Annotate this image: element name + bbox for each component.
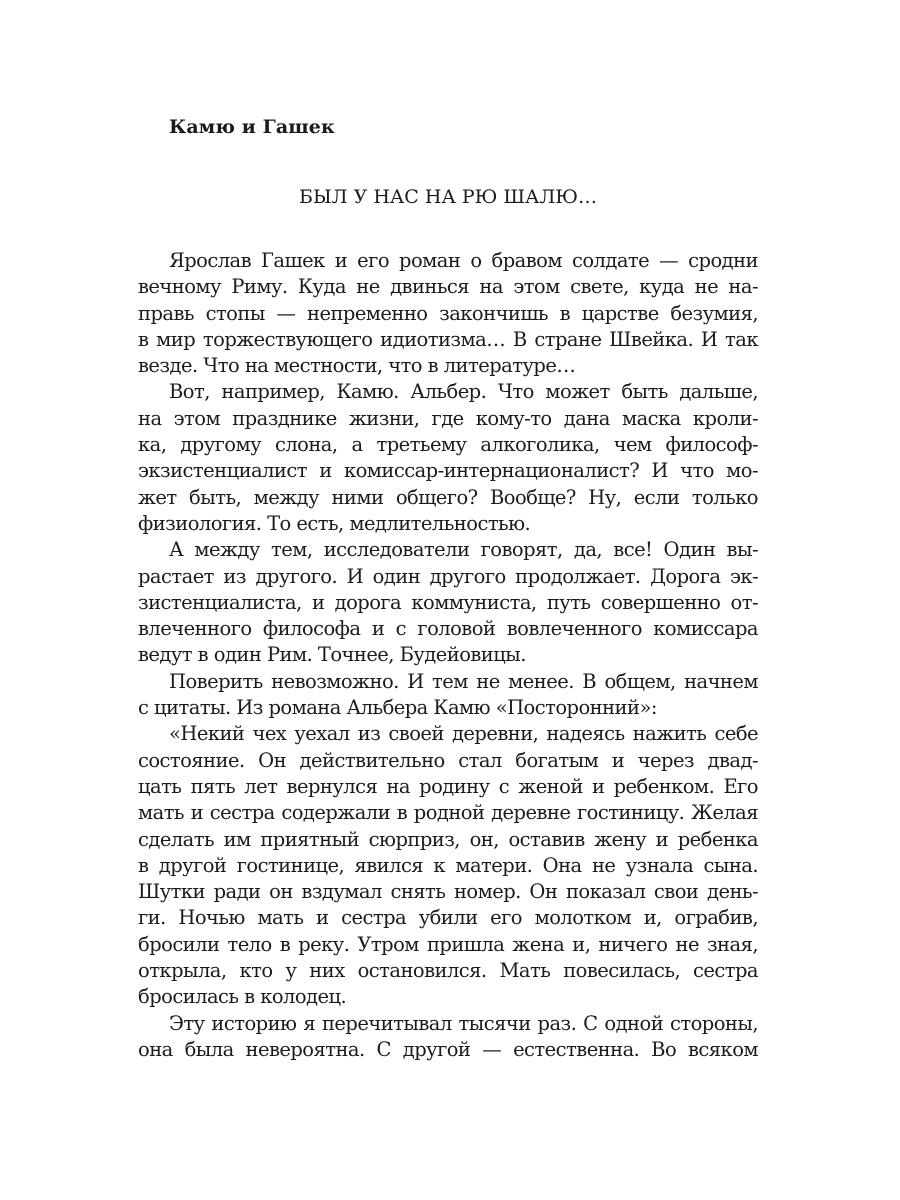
paragraph xyxy=(138,537,758,668)
text-line: физиология. То есть, медлительностью. xyxy=(138,511,531,535)
text-line: ка, другому слона, а третьему алкоголика, чем философ- xyxy=(138,433,758,457)
text-line: сделать им приятный сюрприз, он, оставив жену и ребенка xyxy=(138,827,758,851)
text-line: мать и сестра содержали в родной деревне гостиницу. Желая xyxy=(138,801,758,825)
text-line: состояние. Он действительно стал богатым и через двад- xyxy=(138,748,758,772)
text-line: везде. Что на местности, что в литературе… xyxy=(138,354,576,378)
running-head: Камю и Гашек xyxy=(169,116,335,138)
paragraph xyxy=(138,1011,758,1064)
text-line: ги. Ночью мать и сестра убили его молотком и, ограбив, xyxy=(138,906,758,930)
text-line: открыла, кто у них остановился. Мать повесилась, сестра xyxy=(138,959,758,983)
paragraph xyxy=(138,379,758,537)
text-line: экзистенциалист и комиссар-интернационалист? И что мо- xyxy=(138,459,758,483)
text-line: цать пять лет вернулся на родину с женой и ребенком. Его xyxy=(138,774,758,798)
text-line: Шутки ради он вздумал снять номер. Он показал свои день- xyxy=(138,880,758,904)
text-line: вечному Риму. Куда не двинься на этом свете, куда не на- xyxy=(138,275,758,299)
text-line: влеченного философа и с головой вовлеченного комиссара xyxy=(138,617,758,641)
text-line: жет быть, между ними общего? Вообще? Ну, если только xyxy=(138,485,758,509)
text-line: Ярослав Гашек и его роман о бравом солдате — сродни xyxy=(169,249,758,272)
text-line: в другой гостинице, явился к матери. Она не узнала сына. xyxy=(138,853,758,877)
section-title: БЫЛ У НАС НА РЮ ШАЛЮ… xyxy=(299,186,597,208)
paragraph xyxy=(138,669,758,722)
text-line: Поверить невозможно. И тем не менее. В общем, начнем xyxy=(169,669,758,693)
text-line: растает из другого. И один другого продолжает. Дорога эк- xyxy=(138,564,758,588)
text-line: она была невероятна. С другой — естественна. Во всяком xyxy=(138,1037,758,1061)
text-line: бросилась в колодец. xyxy=(138,985,347,1009)
text-line: ведут в один Рим. Точнее, Будейовицы. xyxy=(138,643,526,667)
paragraph xyxy=(138,721,758,1010)
body-text xyxy=(138,248,758,1063)
text-line: в мир торжествующего идиотизма… В стране Швейка. И так xyxy=(138,327,758,351)
text-line: «Некий чех уехал из своей деревни, надеясь нажить себе xyxy=(169,722,758,746)
text-line: правь стопы — непременно закончишь в царстве безумия, xyxy=(138,301,758,325)
text-line: Эту историю я перечитывал тысячи раз. С одной стороны, xyxy=(169,1011,758,1035)
paragraph xyxy=(138,248,758,379)
text-line: с цитаты. Из романа Альбера Камю «Посторонний»: xyxy=(138,696,657,720)
text-line: А между тем, исследователи говорят, да, все! Один вы- xyxy=(169,538,758,562)
text-line: на этом празднике жизни, где кому-то дана маска кроли- xyxy=(138,406,758,430)
text-line: зистенциалиста, и дорога коммуниста, путь совершенно от- xyxy=(138,590,758,614)
text-line: бросили тело в реку. Утром пришла жена и, ничего не зная, xyxy=(138,932,758,956)
text-line: Вот, например, Камю. Альбер. Что может быть дальше, xyxy=(169,380,758,404)
